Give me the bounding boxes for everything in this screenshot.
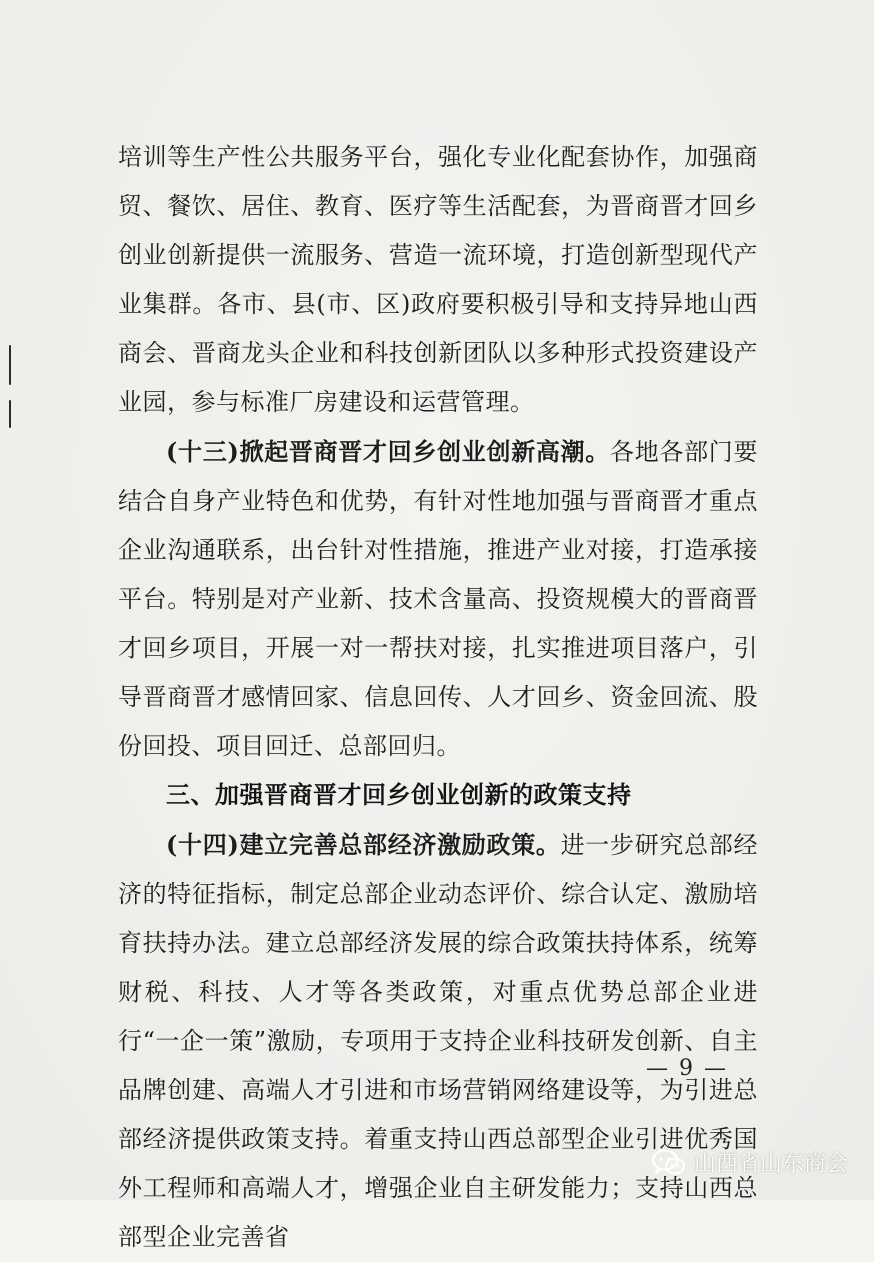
item-14-body: 进一步研究总部经济的特征指标，制定总部企业动态评价、综合认定、激励培育扶持办法。建立总部经济发展的综合政策扶持体系，统筹财税、科技、人才等各类政策，对重点优势总部企业进行“一企一策”激励，专项用于支持企业科技研发创新、自主品牌创建、高端人才引进和市场营销网络建设等，为引进总部经济提供政策支持。着重支持山西总部型企业引进优秀国外工程师和高端人才，增强企业自主研发能力；支持山西总部型企业完善省	[118, 831, 759, 1251]
paragraph-item-14	[118, 820, 758, 1262]
watermark-text: 山西省山东商会	[693, 1152, 848, 1177]
paragraph-continued: 培训等生产性公共服务平台，强化专业化配套协作，加强商贸、餐饮、居住、教育、医疗等生活配套，为晋商晋才回乡创业创新提供一流服务、营造一流环境，打造创新型现代产业集群。各市、县(市、区)政府要积极引导和支持异地山西商会、晋商龙头企业和科技创新团队以多种形式投资建设产业园，参与标准厂房建设和运营管理。	[118, 143, 759, 416]
item-13-title: (十三)掀起晋商晋才回乡创业创新高潮。	[166, 437, 610, 466]
binding-mark	[9, 345, 11, 385]
binding-mark	[9, 400, 11, 428]
paragraph-item-13	[118, 427, 758, 771]
document-body	[118, 133, 758, 1262]
watermark	[652, 1147, 848, 1178]
item-13-body: 各地各部门要结合自身产业特色和优势，有针对性地加强与晋商晋才重点企业沟通联系，出台针对性措施，推进产业对接，打造承接平台。特别是对产业新、技术含量高、投资规模大的晋商晋才回乡项目，开展一对一帮扶对接，扎实推进项目落户，引导晋商晋才感情回家、信息回传、人才回乡、资金回流、股份回投、项目回迁、总部回归。	[118, 438, 758, 760]
section-heading: 三、加强晋商晋才回乡创业创新的政策支持	[166, 781, 632, 809]
item-14-title: (十四)建立完善总部经济激励政策。	[166, 830, 561, 859]
wechat-icon	[652, 1149, 686, 1177]
page-number: — 9 —	[646, 1056, 728, 1081]
